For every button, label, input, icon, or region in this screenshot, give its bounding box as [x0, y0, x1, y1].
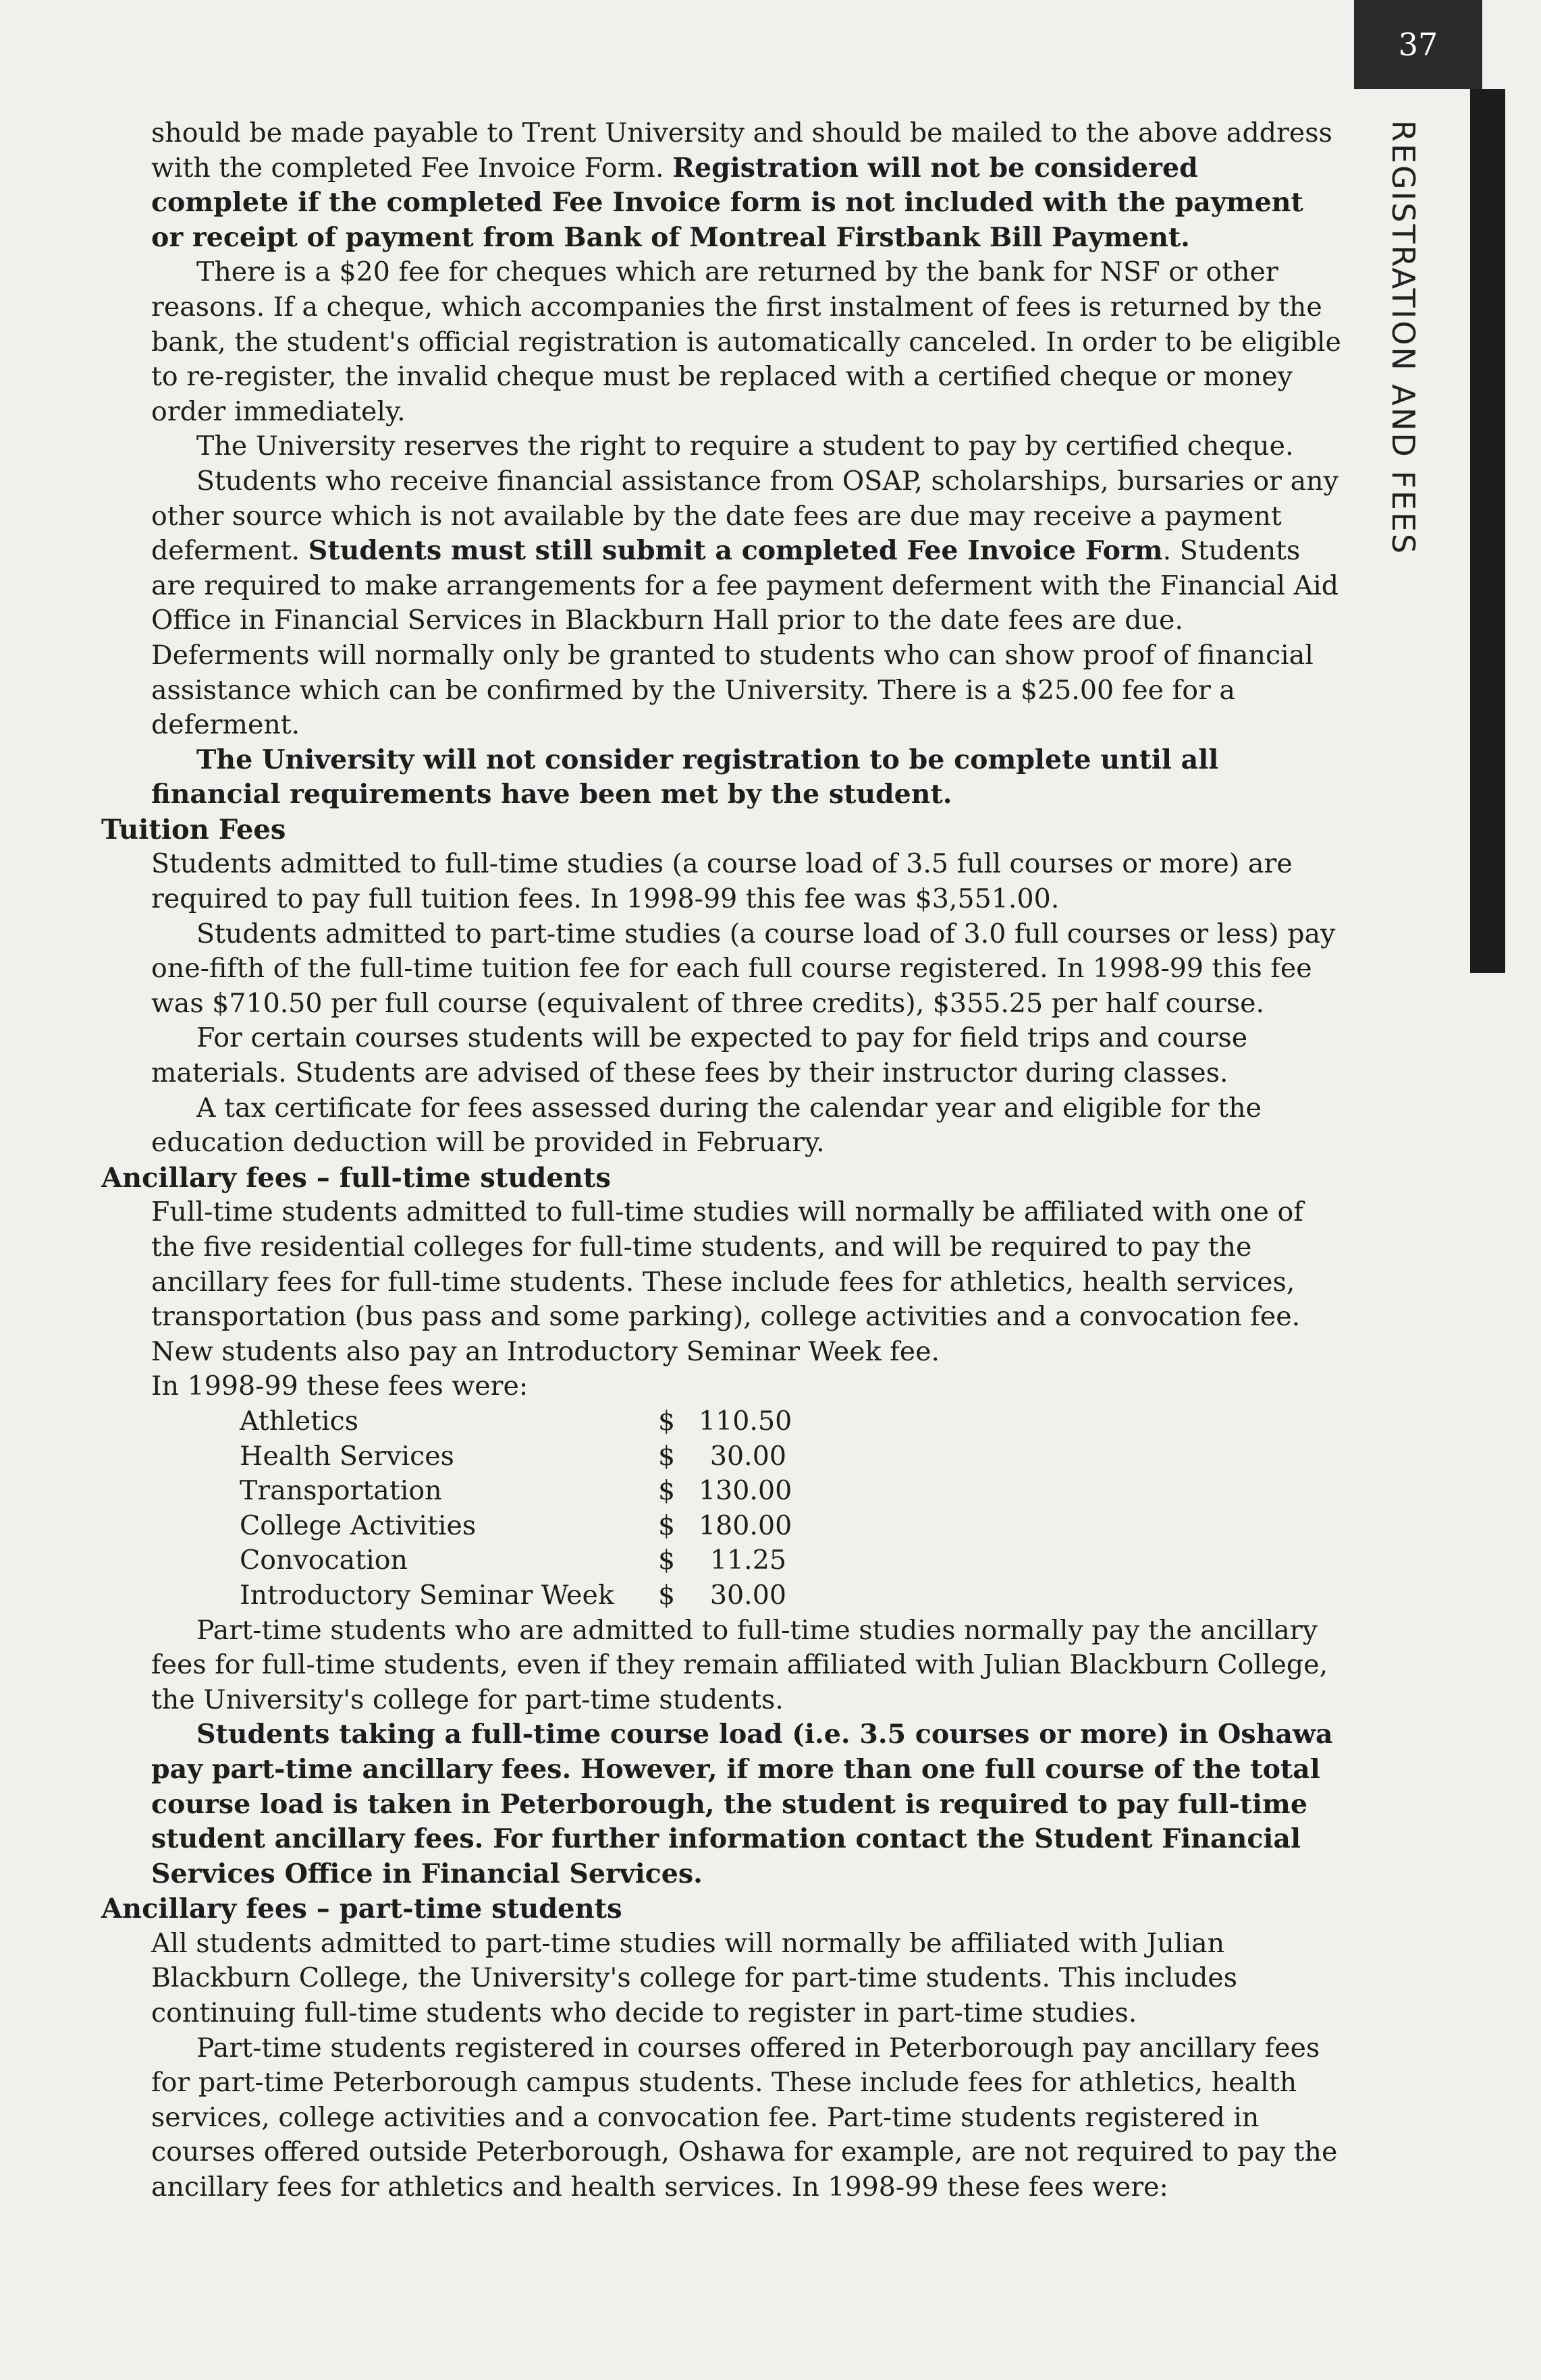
- fee-row: [240, 1509, 1343, 1544]
- intro-paragraph-4: [101, 464, 1343, 743]
- section-tab-bar: [1470, 89, 1505, 973]
- fee-currency-sign: $: [658, 1510, 676, 1541]
- fee-label: College Activities: [240, 1510, 477, 1541]
- fee-amount: 30.00: [709, 1579, 786, 1611]
- intro-p5-bold-text: The University will not consider registration to be complete until all financial requirements have been met by the student.: [151, 744, 1219, 810]
- page-content: [101, 116, 1343, 2205]
- ancillary-ft-p3-bold-text: Students taking a full-time course load (i.e. 3.5 courses or more) in Oshawa pay part-time ancillary fees. However, if more than one full course of the total course load is taken in Peterborough, the student is required to pay full-time student ancillary fees. For further information contact the Student Financial Services Office in Financial Services.: [151, 1719, 1333, 1889]
- intro-p4-bold-text: Students must still submit a completed Fee Invoice Form: [308, 535, 1163, 567]
- intro-p1-text: should be made payable to Trent University and should be mailed to the above address with the completed Fee Invoice Form.: [151, 117, 1332, 184]
- tuition-paragraph-1: Students admitted to full-time studies (a course load of 3.5 full courses or more) are required to pay full tuition fees. In 1998-99 this fee was $3,551.00.: [151, 848, 1293, 915]
- fee-currency-sign: $: [658, 1475, 676, 1507]
- section-tab-heading: REGISTRATION AND FEES: [1385, 120, 1422, 556]
- fee-currency-sign: $: [658, 1545, 676, 1576]
- intro-p4-text-a: Students who receive financial assistance from OSAP, scholarships, bursaries or any other source which is not available by the date fees are due may receive a payment deferment.: [151, 465, 1339, 567]
- intro-section: [101, 116, 1343, 812]
- fee-row: [240, 1578, 1343, 1613]
- fee-row: [240, 1404, 1343, 1439]
- ancillary-ft-paragraph-3: [101, 1717, 1343, 1891]
- fee-currency-sign: $: [658, 1440, 676, 1472]
- fee-label: Transportation: [240, 1475, 442, 1507]
- fee-label: Athletics: [240, 1405, 359, 1437]
- intro-p1-bold-text: Registration will not be considered complete if the completed Fee Invoice form is not included with the payment or receipt of payment from Bank of Montreal Firstbank Bill Payment.: [151, 152, 1303, 253]
- tuition-paragraph-3: For certain courses students will be expected to pay for field trips and course materials. Students are advised of these fees by their instructor during classes.: [151, 1022, 1248, 1089]
- fee-list: [101, 1404, 1343, 1613]
- fee-amount: 30.00: [709, 1440, 786, 1472]
- ancillary-pt-paragraph-1: All students admitted to part-time studies will normally be affiliated with Julian Blackburn College, the University's college for part-time students. This includes continuing full-time students who decide to register in part-time studies.: [151, 1927, 1238, 2029]
- ancillary-ft-paragraph-1: Full-time students admitted to full-time studies will normally be affiliated with one of the five residential colleges for full-time students, and will be required to pay the ancillary fees for full-time students. These include fees for athletics, health services, transportation (bus pass and some parking), college activities and a convocation fee. New students also pay an Introductory Seminar Week fee.: [151, 1196, 1303, 1367]
- ancillary-pt-heading: Ancillary fees – part-time students: [101, 1893, 622, 1925]
- fee-row: [240, 1474, 1343, 1509]
- fee-label: Health Services: [240, 1440, 454, 1472]
- page-number: 37: [1354, 0, 1482, 89]
- fee-amount: 180.00: [699, 1510, 792, 1541]
- fee-row: [240, 1439, 1343, 1474]
- fee-currency-sign: $: [658, 1579, 676, 1611]
- fee-currency-sign: $: [658, 1405, 676, 1437]
- ancillary-full-time-section: [101, 1161, 1343, 1891]
- fee-label: Introductory Seminar Week: [240, 1579, 614, 1611]
- ancillary-ft-heading: Ancillary fees – full-time students: [101, 1161, 611, 1194]
- ancillary-ft-paragraph-2: Part-time students who are admitted to full-time studies normally pay the ancillary fees for full-time students, even if they remain affiliated with Julian Blackburn College, the University's college for part-time students.: [151, 1614, 1328, 1715]
- intro-paragraph-5: [101, 743, 1343, 812]
- tuition-paragraph-2: Students admitted to part-time studies (a course load of 3.0 full courses or less) pay one-fifth of the full-time tuition fee for each full course registered. In 1998-99 this fee was $710.50 per full course (equivalent of three credits), $355.25 per half course.: [151, 918, 1336, 1019]
- fee-row: [240, 1543, 1343, 1578]
- ancillary-pt-paragraph-2: Part-time students registered in courses offered in Peterborough pay ancillary fees for part-time Peterborough campus students. These include fees for athletics, health services, college activities and a convocation fee. Part-time students registered in courses offered outside Peterborough, Oshawa for example, are not required to pay the ancillary fees for athletics and health services. In 1998-99 these fees were:: [151, 2032, 1338, 2203]
- fee-amount: 11.25: [709, 1545, 786, 1576]
- intro-p4-text-b: . Students are required to make arrangements for a fee payment deferment with the Financial Aid Office in Financial Services in Blackburn Hall prior to the date fees are due. Deferments will normally only be granted to students who can show proof of financial assistance which can be confirmed by the University. There is a $25.00 fee for a deferment.: [151, 535, 1339, 741]
- fee-amount: 130.00: [699, 1475, 792, 1507]
- tuition-heading: Tuition Fees: [101, 813, 286, 846]
- fee-list-intro: In 1998-99 these fees were:: [151, 1371, 529, 1402]
- ancillary-part-time-section: [101, 1891, 1343, 2205]
- intro-paragraph-3: The University reserves the right to require a student to pay by certified cheque.: [196, 431, 1294, 462]
- fee-label: Convocation: [240, 1545, 408, 1576]
- fee-amount: 110.50: [699, 1405, 792, 1437]
- intro-paragraph-2: There is a $20 fee for cheques which are returned by the bank for NSF or other reasons. If a cheque, which accompanies the first instalment of fees is returned by the bank, the student's official registration is automatically canceled. In order to be eligible to re-register, the invalid cheque must be replaced with a certified cheque or money order immediately.: [151, 256, 1341, 427]
- tuition-section: [101, 812, 1343, 1161]
- intro-paragraph-1: [101, 116, 1343, 255]
- tuition-paragraph-4: A tax certificate for fees assessed during the calendar year and eligible for the education deduction will be provided in February.: [151, 1092, 1262, 1159]
